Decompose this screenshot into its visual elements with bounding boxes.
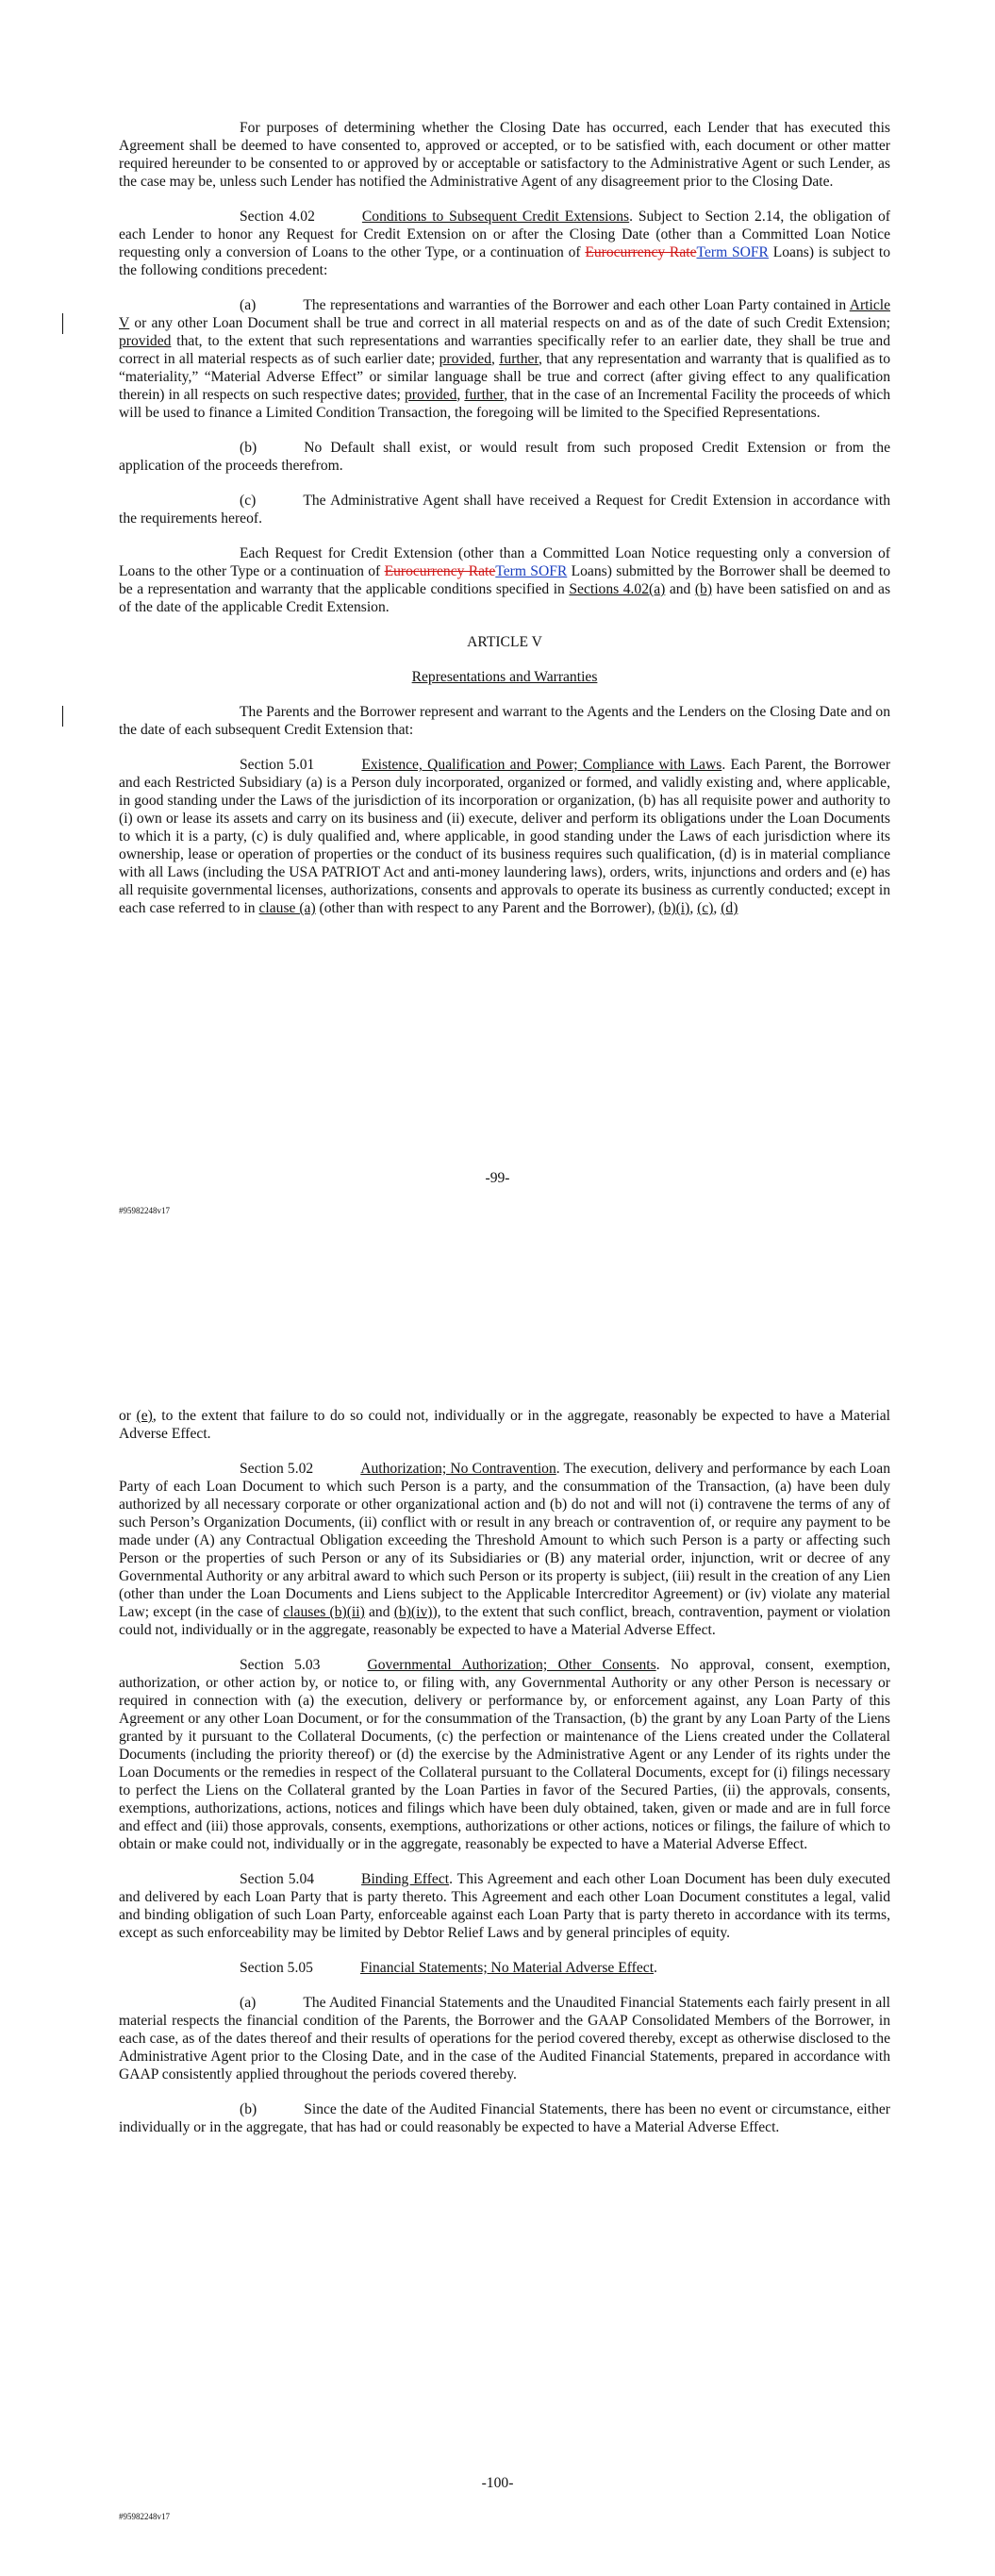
document-id: #95982248v17 (119, 2512, 170, 2521)
section-reference-link[interactable]: (b) (694, 581, 713, 597)
deleted-text: Eurocurrency Rate (585, 244, 697, 260)
condition-a-paragraph: (a) The representations and warranties of the Borrower and each other Loan Party contained in Article V or any other Loan Document shall be true and correct in all material respects on and as of the date of such Credit Extension; provided that, to the extent that such representations and warranties specifically refer to an earlier date, they shall be true and correct in all material respects as of such earlier date; provided, further, that any representation and warranty that is qualified as to “materiality,” “Material Adverse Effect” or similar language shall be true and correct (after giving effect to any qualification therein) in all respects on such respective dates; provided, further, that in the case of an Incremental Facility the proceeds of which will be used to finance a Limited Condition Transaction, the foregoing will be limited to the Specified Representations. (119, 297, 891, 421)
clause-label: (a) (240, 297, 257, 313)
article-intro-paragraph: The Parents and the Borrower represent and warrant to the Agents and the Lenders on the Closing Date and on the date of each subsequent Credit Extension that: (119, 704, 890, 738)
page-number: -99- (485, 1170, 510, 1186)
inserted-text: Term SOFR (696, 244, 769, 260)
section-title: Conditions to Subsequent Credit Extensions (361, 209, 630, 225)
section-title: Existence, Qualification and Power; Compliance with Laws (361, 757, 722, 773)
inserted-text: Term SOFR (495, 563, 568, 579)
section-5-05-b-paragraph: (b) Since the date of the Audited Financial Statements, there has been no event or circumstance, either individually or in the aggregate, that has had or could reasonably be expected to have a Material Adverse Effect. (119, 2101, 890, 2135)
clause-label: (b) (240, 440, 257, 456)
article-heading: ARTICLE V (467, 634, 542, 650)
section-title: Governmental Authorization; Other Consents (367, 1657, 656, 1673)
document-id: #95982248v17 (119, 1206, 170, 1215)
section-title: Financial Statements; No Material Adverse Effect (359, 1960, 655, 1976)
section-number: Section 5.02 (240, 1461, 314, 1477)
closing-date-paragraph: For purposes of determining whether the Closing Date has occurred, each Lender that has executed this Agreement shall be deemed to have consented to, approved or accepted, or to be satisfied with, each document or other matter required hereunder to be consented to or approved by or acceptable or satisfactory to the Administrative Agent or such Lender, as the case may be, unless such Lender has notified the Administrative Agent of any disagreement prior to the Closing Date. (119, 120, 890, 190)
change-bar (62, 706, 63, 727)
section-number: Section 5.01 (240, 757, 315, 773)
clause-label: (c) (240, 493, 257, 509)
section-number: Section 5.05 (240, 1960, 313, 1976)
section-4-02-paragraph: Section 4.02 Conditions to Subsequent Credit Extensions. Subject to Section 2.14, the obligation of each Lender to honor any Request for Credit Extension on or after the Closing Date (other than a Committed Loan Notice requesting only a conversion of Loans to the other Type, or a continuation of Eurocurrency RateTerm SOFR Loans) is subject to the following conditions precedent: (119, 209, 891, 278)
article-reference-link[interactable]: Article V (119, 297, 890, 331)
section-5-05-a-paragraph: (a) The Audited Financial Statements and the Unaudited Financial Statements each fairly present in all material respects the financial condition of the Parents, the Borrower and the GAAP Consolidated Members of the Borrower, in each case, as of the dates thereof and their results of operations for the period covered thereby, except as otherwise disclosed to the Administrative Agent prior to the Closing Date, and in the case of the Audited Financial Statements, prepared in accordance with GAAP consistently applied throughout the periods covered thereby. (119, 1995, 890, 2083)
page-body (119, 1407, 890, 2136)
section-number: Section 5.04 (240, 1871, 315, 1887)
change-bar (62, 313, 63, 334)
section-5-01-paragraph: Section 5.01 Existence, Qualification and Power; Compliance with Laws. Each Parent, the Borrower and each Restricted Subsidiary (a) is a Person duly incorporated, organized or formed, and validly existing and, where applicable, in good standing under the Laws of the jurisdiction of its incorporation or organization, (b) has all requisite power and authority to (i) own or lease its assets and carry on its business and (ii) execute, deliver and perform its obligations under the Loan Documents to which it is a party, (c) is duly qualified and, where applicable, in good standing under the Laws of each jurisdiction where its ownership, lease or operation of properties or the conduct of its business requires such qualification, (d) is in material compliance with all Laws (including the USA PATRIOT Act and anti-money laundering laws), orders, writs, injunctions and orders and (e) has all requisite governmental licenses, authorizations, consents and approvals to operate its business as currently conducted; except in each case referred to in clause (a) (other than with respect to any Parent and the Borrower), (b)(i), (c), (d) (119, 757, 891, 916)
section-5-02-paragraph: Section 5.02 Authorization; No Contravention. The execution, delivery and performance by each Loan Party of each Loan Document to which such Person is a party, and the consummation of the Transaction, (a) have been duly authorized by all necessary corporate or other organizational action and (b) do not and will not (i) contravene the terms of any of such Person’s Organization Documents, (ii) conflict with or result in any breach or contravention of, or require any payment to be made under (A) any Contractual Obligation exceeding the Threshold Amount to which such Person is a party or affecting such Person or the properties of such Person or any of its Subsidiaries or (B) any material order, injunction, writ or decree of any Governmental Authority or any arbitral award to which such Person or its property is subject, (iii) result in the creation of any Lien (other than under the Loan Documents and Liens subject to the Applicable Intercreditor Agreement) or (iv) violate any material Law; except (in the case of clauses (b)(ii) and (b)(iv)), to the extent that such conflict, breach, contravention, payment or violation could not, individually or in the aggregate, reasonably be expected to have a Material Adverse Effect. (119, 1461, 891, 1638)
page-number: -100- (481, 2475, 514, 2491)
condition-c-paragraph: (c) The Administrative Agent shall have received a Request for Credit Extension in accordance with the requirements hereof. (119, 493, 890, 527)
clause-label: (b) (240, 2101, 257, 2117)
deleted-text: Eurocurrency Rate (384, 563, 496, 579)
page-body (119, 119, 890, 917)
section-reference-link[interactable]: Sections 4.02(a) (569, 581, 666, 597)
each-request-paragraph: Each Request for Credit Extension (other than a Committed Loan Notice requesting only a conversion of Loans to the other Type or a continuation of Eurocurrency RateTerm SOFR Loans) submitted by the Borrower shall be deemed to be a representation and warranty that the applicable conditions specified in Sections 4.02(a) and (b) have been satisfied on and as of the date of the applicable Credit Extension. (119, 545, 891, 615)
clause-label: (a) (240, 1995, 257, 2011)
section-number: Section 4.02 (240, 209, 315, 225)
section-title: Binding Effect (361, 1871, 450, 1887)
article-subheading: Representations and Warranties (411, 669, 598, 685)
condition-b-paragraph: (b) No Default shall exist, or would result from such proposed Credit Extension or from the application of the proceeds therefrom. (119, 440, 890, 474)
section-5-01-continuation: or (e), to the extent that failure to do so could not, individually or in the aggregate, reasonably be expected to have a Material Adverse Effect. (119, 1408, 890, 1442)
section-title: Authorization; No Contravention (360, 1461, 556, 1477)
section-5-04-paragraph: Section 5.04 Binding Effect. This Agreement and each other Loan Document has been duly executed and delivered by each Loan Party that is party thereto. This Agreement and each other Loan Document constitutes a legal, valid and binding obligation of such Loan Party, enforceable against each Loan Party that is party thereto in accordance with its terms, except as such enforceability may be limited by Debtor Relief Laws and by general principles of equity. (119, 1871, 890, 1941)
page-100 (0, 1288, 995, 2576)
section-5-05-heading: Section 5.05 Financial Statements; No Material Adverse Effect. (240, 1960, 657, 1976)
section-number: Section 5.03 (240, 1657, 321, 1673)
section-5-03-paragraph: Section 5.03 Governmental Authorization; Other Consents. No approval, consent, exemption, authorization, or other action by, or notice to, or filing with, any Governmental Authority or any other Person is necessary or required in connection with (a) the execution, delivery or performance by, or enforcement against, any Loan Party of this Agreement or any other Loan Document, or for the consummation of the Transaction, (b) the grant by any Loan Party of the Liens granted by it pursuant to the Collateral Documents, (c) the perfection or maintenance of the Liens created under the Collateral Documents (including the priority thereof) or (d) the exercise by the Administrative Agent or any Lender of its rights under the Loan Documents or the remedies in respect of the Collateral pursuant to the Collateral Documents, except for (i) filings necessary to perfect the Liens on the Collateral granted by the Loan Parties in favor of the Secured Parties, (ii) the approvals, consents, exemptions, authorizations, actions, notices and filings which have been duly obtained, taken, given or made and are in full force and effect and (iii) those approvals, consents, exemptions, authorizations or other actions, notices or filings, the failure of which to obtain or make could not, individually or in the aggregate, reasonably be expected to have a Material Adverse Effect. (119, 1657, 890, 1852)
